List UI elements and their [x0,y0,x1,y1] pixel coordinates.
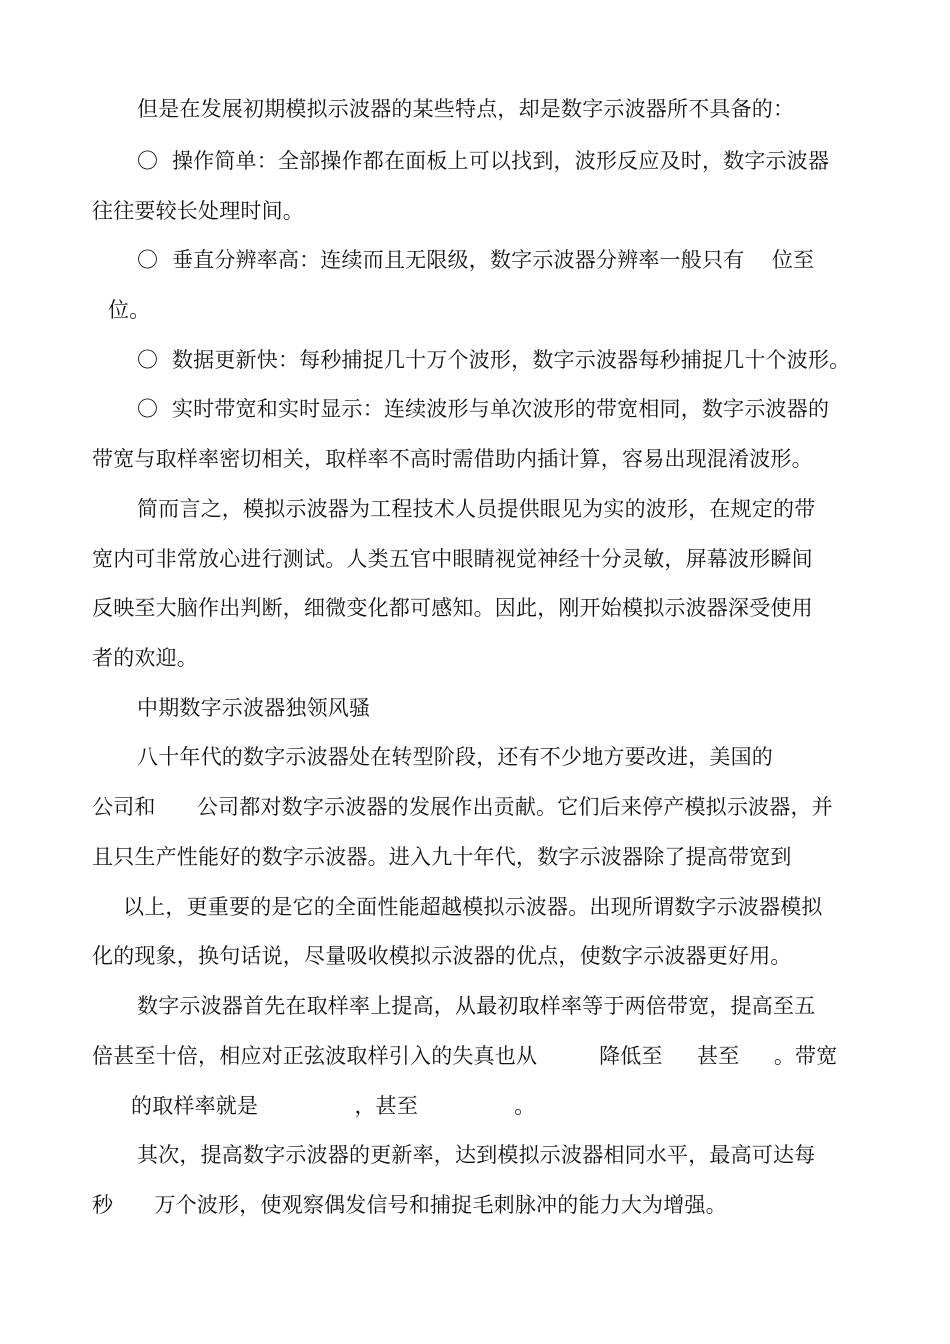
text-line: 其次，提高数字示波器的更新率，达到模拟示波器相同水平，最高可达每 [137,1143,816,1167]
text-line: 秒 万个波形，使观察偶发信号和捕捉毛刺脉冲的能力大为增强。 [92,1193,727,1217]
text-line: 〇 垂直分辨率高：连续而且无限级，数字示波器分辨率一般只有 位至 [137,248,815,272]
text-line: 〇 操作简单：全部操作都在面板上可以找到，波形反应及时，数字示波器 [137,149,830,173]
text-line: 化的现象，换句话说，尽量吸收模拟示波器的优点，使数字示波器更好用。 [92,944,792,968]
text-line: 反映至大脑作出判断，细微变化都可感知。因此，刚开始模拟示波器深受使用 [92,596,813,620]
text-line: 且只生产性能好的数字示波器。进入九十年代，数字示波器除了提高带宽到 [92,845,792,869]
text-line: 带宽与取样率密切相关，取样率不高时需借助内插计算，容易出现混淆波形。 [92,447,813,471]
text-line: 公司和 公司都对数字示波器的发展作出贡献。它们后来停产模拟示波器，并 [92,795,833,819]
text-line: 的取样率就是 ，甚至 。 [131,1094,536,1118]
text-line: 者的欢迎。 [92,646,198,670]
text-line: 位。 [108,298,151,322]
text-line: 数字示波器首先在取样率上提高，从最初取样率等于两倍带宽，提高至五 [137,994,816,1018]
text-line: 往往要较长处理时间。 [92,199,304,223]
text-line: 但是在发展初期模拟示波器的某些特点，却是数字示波器所不具备的： [137,97,795,121]
text-line: 宽内可非常放心进行测试。人类五官中眼睛视觉神经十分灵敏，屏幕波形瞬间 [92,547,813,571]
text-line: 八十年代的数字示波器处在转型阶段，还有不少地方要改进，美国的 [137,745,773,769]
text-line: 以上，更重要的是它的全面性能超越模拟示波器。出现所谓数字示波器模拟 [123,895,823,919]
text-line: 简而言之，模拟示波器为工程技术人员提供眼见为实的波形，在规定的带 [137,497,816,521]
section-heading: 中期数字示波器独领风骚 [137,696,371,720]
text-line: 〇 数据更新快：每秒捕捉几十万个波形，数字示波器每秒捕捉几十个波形。 [137,348,851,372]
text-line: 〇 实时带宽和实时显示：连续波形与单次波形的带宽相同，数字示波器的 [137,397,830,421]
text-line: 倍甚至十倍，相应对正弦波取样引入的失真也从 降低至 甚至 。带宽 [92,1044,838,1068]
